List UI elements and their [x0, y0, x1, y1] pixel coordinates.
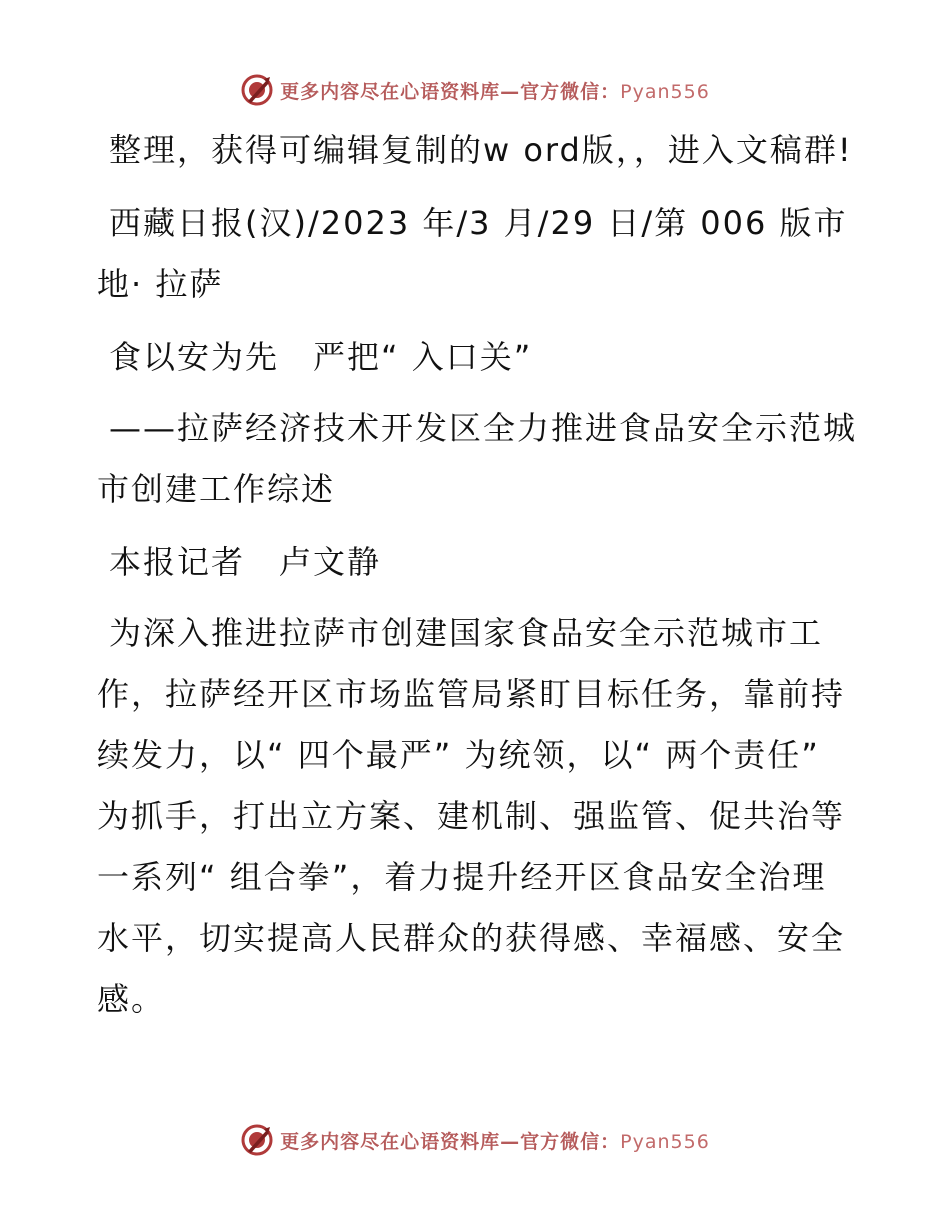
- article-title: 食以安为先 严把“ 入口关”: [109, 338, 533, 376]
- article-subtitle: ——拉萨经济技术开发区全力推进食品安全示范城市创建工作综述: [97, 409, 858, 508]
- document-body: [97, 120, 857, 1042]
- quill-logo-icon: [240, 1123, 274, 1157]
- watermark-label: 更多内容尽在心语资料库—官方微信：: [280, 1130, 621, 1153]
- source-line: 西藏日报(汉)/2023 年/3 月/29 日/第 006 版市地· 拉萨: [97, 204, 848, 303]
- watermark-text: [280, 1127, 710, 1154]
- watermark-wechat-id: Pyan556: [620, 1130, 710, 1153]
- watermark-wechat-id: Pyan556: [620, 80, 710, 103]
- watermark-footer: [0, 1120, 950, 1160]
- quill-logo-icon: [240, 73, 274, 107]
- watermark-header: [0, 70, 950, 110]
- author-line: 本报记者 卢文静: [109, 543, 382, 581]
- watermark-text: [280, 77, 710, 104]
- watermark-label: 更多内容尽在心语资料库—官方微信：: [280, 80, 621, 103]
- intro-paragraph: 整理，获得可编辑复制的w ord版，，进入文稿群!: [109, 131, 853, 169]
- body-paragraph: 为深入推进拉萨市创建国家食品安全示范城市工作，拉萨经开区市场监管局紧盯目标任务，靠前持续发力，以“ 四个最严” 为统领，以“ 两个责任” 为抓手，打出立方案、建机制、强监管、促共治等一系列“ 组合拳”，着力提升经开区食品安全治理水平，切实提高人民群众的获得感、幸福感、安全感。: [97, 614, 846, 1018]
